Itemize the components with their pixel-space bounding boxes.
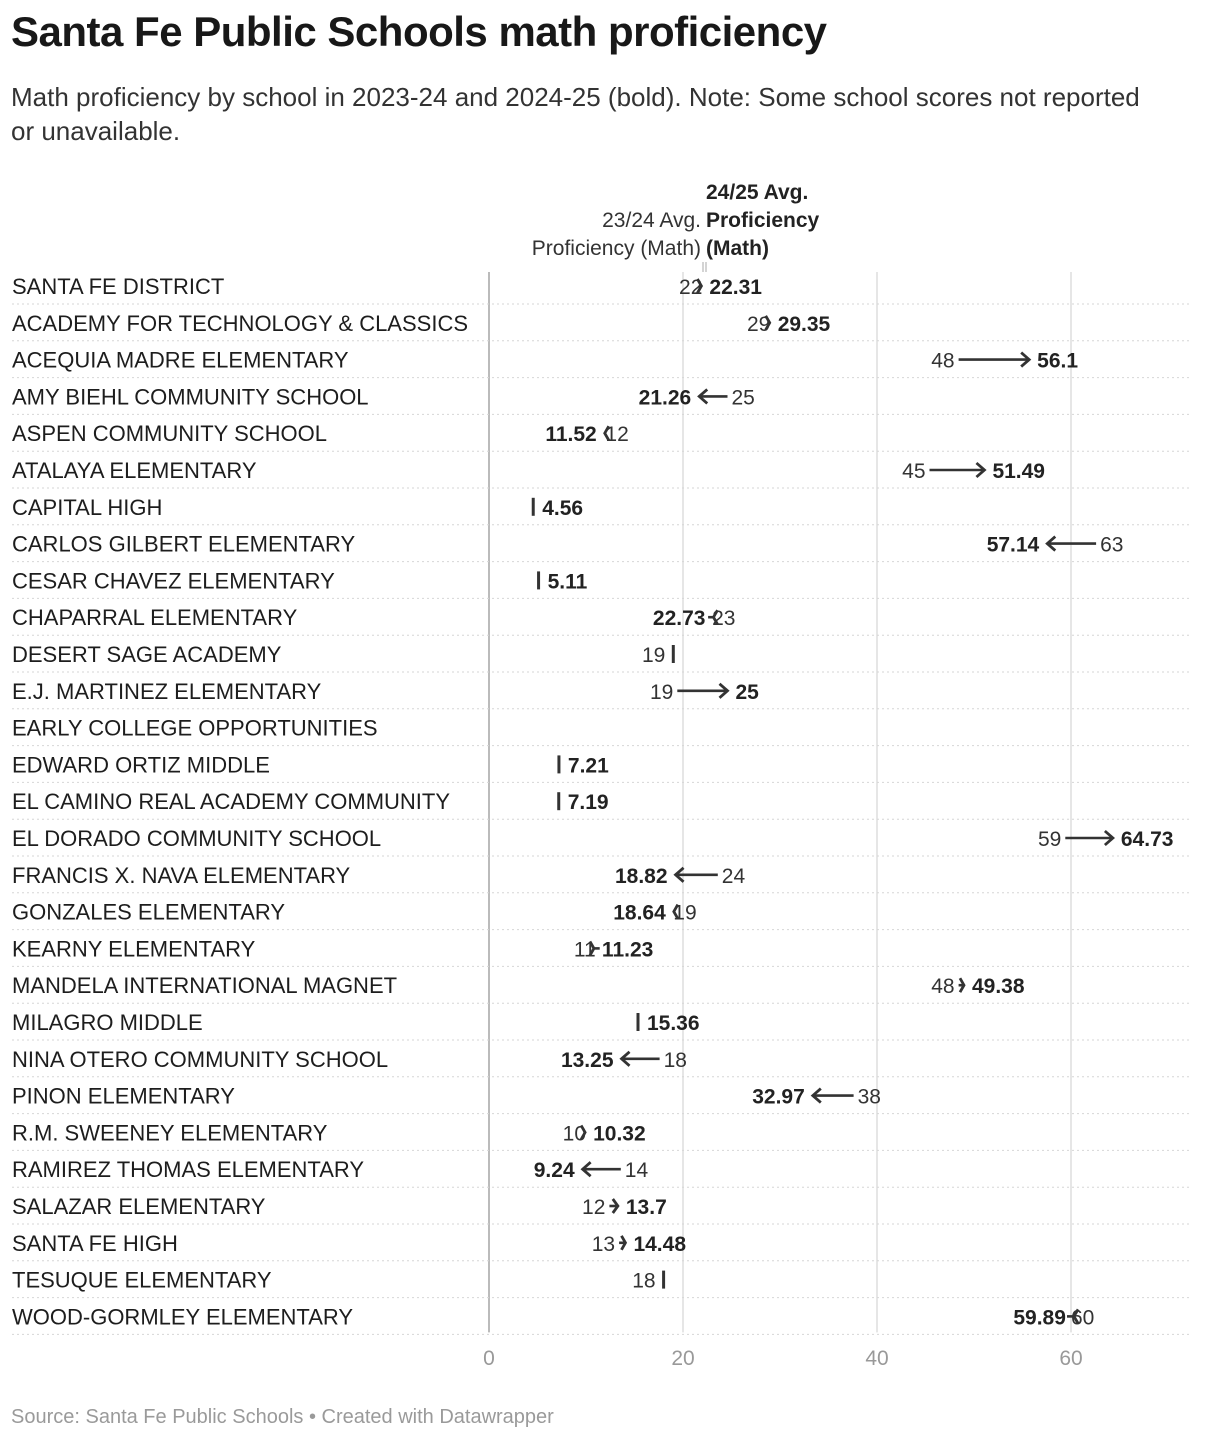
x-tick-label-0: 0	[483, 1347, 495, 1370]
chart-row	[12, 274, 1190, 304]
school-label: MANDELA INTERNATIONAL MAGNET	[12, 973, 398, 999]
value-2023-24: 22	[679, 276, 703, 299]
chart-row	[12, 973, 1190, 1003]
value-2023-24: 19	[673, 901, 697, 925]
x-tick-label-20: 20	[671, 1347, 695, 1370]
value-2024-25: 22.31	[709, 276, 762, 299]
value-2024-25: 4.56	[542, 496, 584, 520]
chart-row	[12, 752, 1190, 782]
value-2024-25: 7.19	[567, 791, 609, 815]
value-2024-25: 9.24	[533, 1159, 575, 1183]
chart-row	[12, 863, 1190, 893]
series-header-2023-24-line: 23/24 Avg.	[602, 209, 701, 232]
school-label: KEARNY ELEMENTARY	[12, 936, 256, 962]
chart-row	[12, 1304, 1190, 1334]
value-2024-25: 57.14	[986, 533, 1040, 557]
school-label: TESUQUE ELEMENTARY	[12, 1267, 272, 1293]
value-2024-25: 32.97	[752, 1085, 805, 1109]
value-2023-24: 38	[857, 1085, 881, 1109]
value-2023-24: 19	[641, 644, 666, 667]
chart-row	[12, 348, 1190, 378]
x-axis	[483, 1347, 1083, 1370]
value-2023-24: 11	[573, 938, 596, 962]
value-2024-25: 64.73	[1120, 828, 1174, 851]
value-2024-25: 11.52	[545, 423, 597, 447]
value-2023-24: 25	[731, 386, 755, 410]
value-2024-25: 29.35	[777, 312, 831, 336]
x-tick-label-40: 40	[865, 1347, 889, 1370]
value-2023-24: 59	[1037, 828, 1062, 851]
chart-row	[12, 826, 1190, 856]
value-2024-25: 14.48	[633, 1232, 687, 1256]
chart-row	[12, 679, 1190, 709]
series-header-2023-24-line: Proficiency (Math)	[531, 237, 701, 260]
school-label: EL CAMINO REAL ACADEMY COMMUNITY	[12, 789, 451, 815]
school-label: PINON ELEMENTARY	[12, 1083, 235, 1109]
chart-rows	[12, 274, 1190, 1334]
value-2023-24: 23	[712, 607, 736, 631]
chart-row	[12, 1157, 1190, 1187]
chart-row	[12, 642, 1190, 672]
chart-row	[12, 936, 1190, 966]
school-label: SANTA FE HIGH	[12, 1230, 178, 1256]
series-header-2024-25-line: (Math)	[706, 237, 769, 260]
chart-row	[12, 716, 1190, 746]
chart-row	[12, 605, 1190, 635]
value-2024-25: 13.25	[560, 1048, 614, 1072]
chart-row	[12, 311, 1190, 341]
value-2023-24: 12	[605, 423, 629, 447]
chart-row	[12, 384, 1190, 414]
value-2024-25: 25	[735, 680, 759, 704]
value-2024-25: 21.26	[638, 386, 692, 410]
chart-row	[12, 1120, 1190, 1150]
school-label: CAPITAL HIGH	[12, 494, 163, 520]
value-2024-25: 59.89	[1013, 1306, 1066, 1330]
value-2024-25: 13.7	[625, 1196, 667, 1219]
chart-row	[12, 1047, 1190, 1077]
school-label: ATALAYA ELEMENTARY	[12, 458, 257, 483]
value-2023-24: 63	[1100, 533, 1124, 557]
value-2023-24: 10	[562, 1122, 586, 1146]
value-2023-24: 29	[746, 312, 771, 336]
school-label: MILAGRO MIDDLE	[12, 1010, 203, 1035]
chart-row	[12, 1084, 1190, 1114]
value-2024-25: 11.23	[601, 938, 654, 962]
value-2024-25: 15.36	[646, 1012, 700, 1035]
value-2024-25: 18.82	[614, 864, 668, 888]
value-2024-25: 5.11	[547, 570, 588, 594]
chart-row	[12, 421, 1190, 451]
school-label: ACEQUIA MADRE ELEMENTARY	[12, 347, 349, 373]
school-label: ASPEN COMMUNITY SCHOOL	[12, 421, 327, 447]
chart-subtitle: Math proficiency by school in 2023-24 and 2024-25 (bold). Note: Some school scores not reported or unavailable.	[11, 82, 1140, 146]
school-label: NINA OTERO COMMUNITY SCHOOL	[12, 1046, 389, 1072]
value-2023-24: 48	[931, 349, 955, 373]
school-label: EL DORADO COMMUNITY SCHOOL	[12, 826, 382, 851]
school-label: GONZALES ELEMENTARY	[12, 899, 286, 925]
school-label: CHAPARRAL ELEMENTARY	[12, 605, 298, 631]
school-label: EARLY COLLEGE OPPORTUNITIES	[12, 715, 378, 741]
chart-row	[12, 1268, 1190, 1298]
value-2023-24: 13	[591, 1232, 616, 1256]
value-2023-24: 60	[1071, 1306, 1095, 1330]
chart-row	[12, 1231, 1190, 1261]
value-2023-24: 14	[624, 1159, 649, 1183]
x-tick-label-60: 60	[1059, 1347, 1083, 1370]
value-2024-25: 22.73	[652, 607, 706, 631]
school-label: EDWARD ORTIZ MIDDLE	[12, 752, 270, 778]
school-label: AMY BIEHL COMMUNITY SCHOOL	[12, 384, 369, 410]
value-2024-25: 56.1	[1037, 349, 1079, 373]
chart-row	[12, 789, 1190, 819]
chart-row	[12, 532, 1190, 562]
chart-row	[12, 495, 1190, 525]
source-footer: Source: Santa Fe Public Schools • Created with Datawrapper	[11, 1406, 554, 1428]
value-2023-24: 18	[632, 1269, 656, 1293]
school-label: ACADEMY FOR TECHNOLOGY & CLASSICS	[12, 310, 469, 336]
school-label: WOOD-GORMLEY ELEMENTARY	[12, 1304, 354, 1330]
chart-row	[12, 568, 1190, 598]
value-2024-25: 18.64	[613, 901, 666, 925]
series-header-2024-25-line: Proficiency	[706, 209, 820, 232]
chart-title: Santa Fe Public Schools math proficiency	[11, 8, 827, 55]
school-label: SALAZAR ELEMENTARY	[12, 1194, 266, 1219]
chart-row	[12, 1010, 1190, 1040]
series-header-2024-25-line: 24/25 Avg.	[706, 181, 809, 204]
school-label: R.M. SWEENEY ELEMENTARY	[12, 1120, 328, 1146]
school-label: SANTA FE DISTRICT	[12, 274, 225, 299]
series-header-2024-25	[706, 181, 820, 260]
column-headers	[532, 181, 820, 272]
value-2023-24: 12	[582, 1196, 606, 1219]
chart-row	[12, 1194, 1190, 1224]
school-label: DESERT SAGE ACADEMY	[12, 642, 282, 667]
chart-row	[12, 458, 1190, 488]
value-2024-25: 51.49	[992, 460, 1046, 483]
value-2023-24: 48	[931, 975, 955, 999]
chart-row	[12, 900, 1190, 930]
value-2023-24: 19	[649, 680, 674, 704]
value-2024-25: 49.38	[971, 975, 1025, 999]
value-2024-25: 7.21	[567, 754, 609, 778]
school-label: E.J. MARTINEZ ELEMENTARY	[12, 678, 322, 704]
value-2023-24: 18	[663, 1048, 687, 1072]
school-label: RAMIREZ THOMAS ELEMENTARY	[12, 1157, 365, 1183]
school-label: CARLOS GILBERT ELEMENTARY	[12, 531, 356, 557]
school-label: CESAR CHAVEZ ELEMENTARY	[12, 568, 335, 594]
school-label: FRANCIS X. NAVA ELEMENTARY	[12, 862, 351, 888]
series-header-2023-24	[532, 209, 701, 260]
value-2023-24: 24	[721, 864, 746, 888]
value-2024-25: 10.32	[593, 1122, 646, 1146]
value-2023-24: 45	[902, 460, 926, 483]
